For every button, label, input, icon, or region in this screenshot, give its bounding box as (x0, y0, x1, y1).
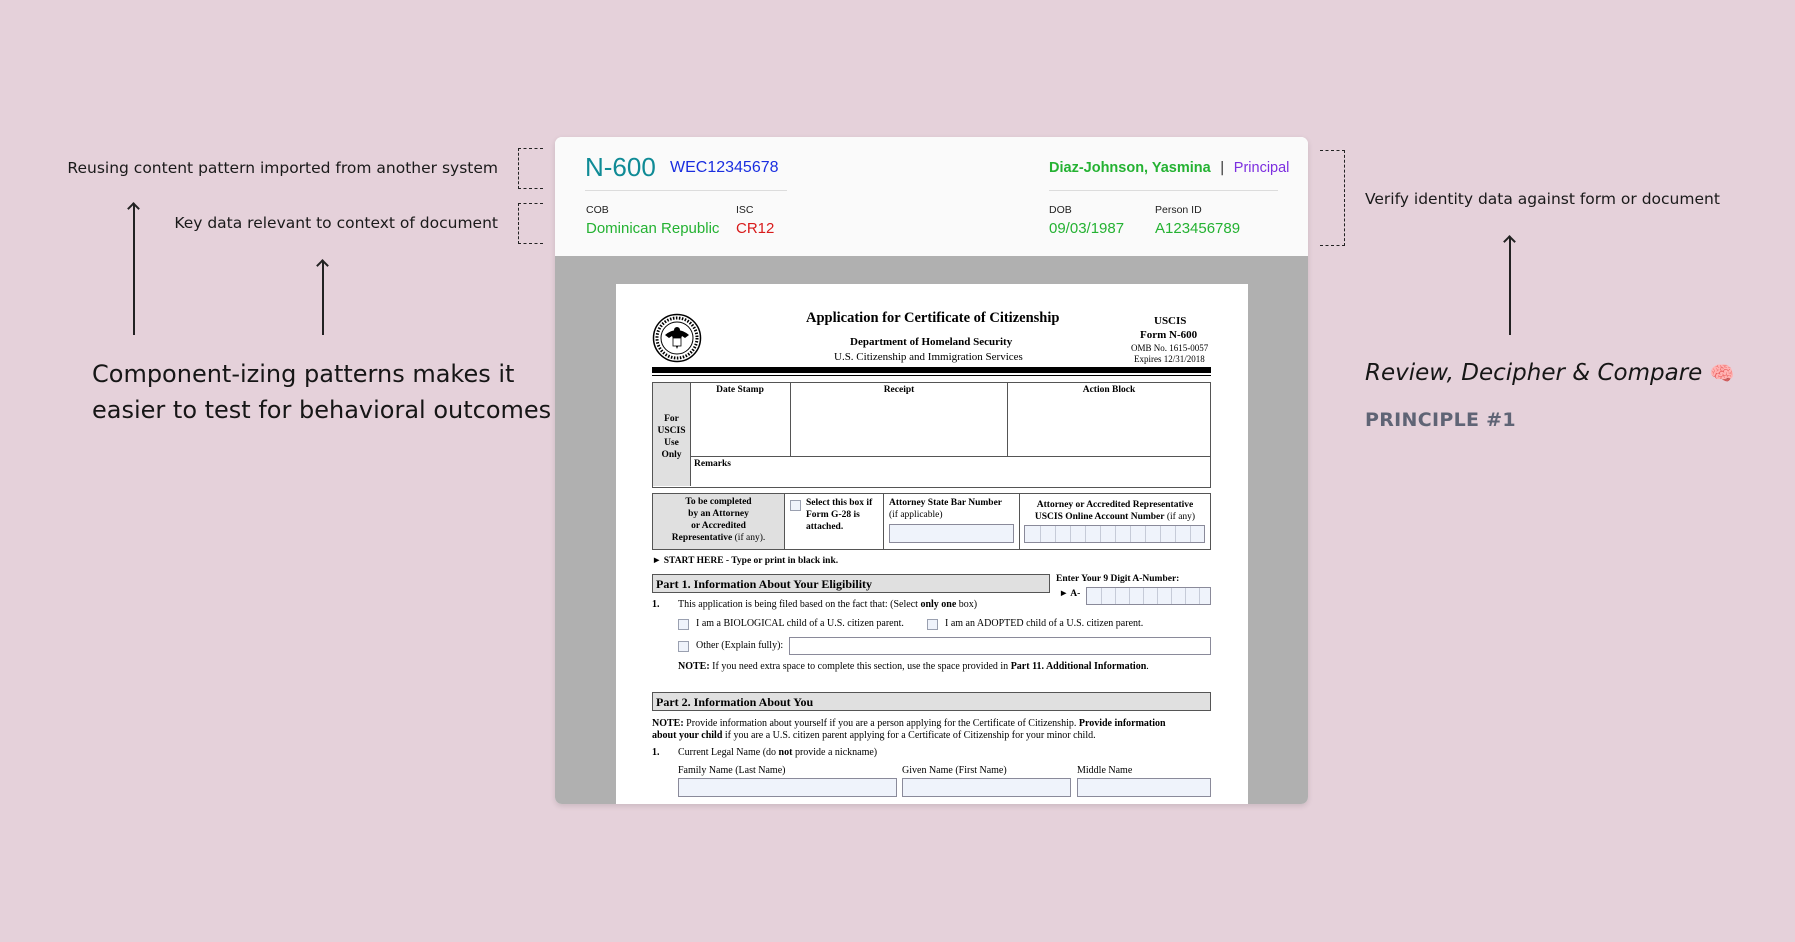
annotation-key-data: Key data relevant to context of document (174, 214, 498, 232)
bar-number-input[interactable] (889, 524, 1014, 543)
a-number-input[interactable] (1086, 587, 1211, 605)
adopted-label: I am an ADOPTED child of a U.S. citizen parent. (945, 618, 1144, 629)
header-divider-right (1049, 190, 1278, 191)
bracket-reusing-pattern (518, 148, 543, 189)
g28-label: attached. (806, 522, 844, 532)
other-explain-input[interactable] (789, 637, 1211, 655)
uscis-side-label: USCIS (657, 426, 686, 436)
g28-label: Select this box if (806, 498, 873, 508)
uscis-side-label: For (664, 414, 679, 424)
a-number-prefix: ► A- (1059, 589, 1081, 599)
document-title: Application for Certificate of Citizenship (806, 310, 1060, 326)
cob-label: COB (586, 204, 609, 216)
attorney-label: Representative (671, 533, 733, 543)
part2-q1-number: 1. (652, 747, 660, 758)
applicant-name[interactable]: Diaz-Johnson, Yasmina (1049, 160, 1211, 176)
online-account-label: (if any) (1164, 512, 1196, 522)
bar-number-sub: (if applicable) (889, 510, 943, 520)
given-name-label: Given Name (First Name) (902, 765, 1007, 776)
case-header (555, 137, 1308, 256)
dob-value: 09/03/1987 (1049, 220, 1125, 237)
brain-icon: 🧠 (1709, 361, 1735, 385)
dob-label: DOB (1049, 204, 1072, 216)
part1-note: NOTE: If you need extra space to complete this section, use the space provided in Part 11. Additional Information. (678, 661, 1149, 672)
biological-checkbox[interactable] (678, 619, 689, 630)
date-stamp-label: Date Stamp (716, 385, 764, 395)
online-account-input[interactable] (1024, 525, 1205, 543)
part1-q1-text: This application is being filed based on the fact that: (Select only one box) (678, 599, 978, 610)
applicant-role: Principal (1233, 160, 1290, 176)
applicant-line (1049, 157, 1289, 176)
attorney-side (653, 494, 785, 549)
attorney-label: To be completed (685, 497, 752, 507)
a-number-label: Enter Your 9 Digit A-Number: (1056, 574, 1180, 584)
review-title: Review, Decipher & Compare (1365, 360, 1703, 386)
g28-label: Form G-28 is (806, 510, 860, 520)
document-omb: OMB No. 1615-0057 (1131, 343, 1209, 353)
bracket-verify-identity (1320, 150, 1345, 246)
online-account-label: USCIS Online Account Number (1034, 512, 1165, 522)
componentizing-heading (92, 356, 551, 428)
person-id-label: Person ID (1155, 204, 1202, 216)
annotation-reusing-pattern: Reusing content pattern imported from another system (67, 159, 498, 177)
document-page (616, 284, 1248, 804)
uscis-use-table (652, 382, 1211, 488)
middle-name-input[interactable] (1077, 778, 1211, 797)
document-form-number: Form N-600 (1140, 329, 1198, 341)
part1-header: Part 1. Information About Your Eligibility (652, 574, 1050, 593)
middle-name-label: Middle Name (1077, 765, 1133, 776)
start-here: ► START HERE - Type or print in black ink. (652, 556, 839, 566)
review-heading (1365, 360, 1735, 386)
family-name-input[interactable] (678, 778, 897, 797)
document-dept: Department of Homeland Security (850, 336, 1013, 348)
componentizing-line-1: Component-izing patterns makes it (92, 360, 515, 388)
separator: | (1219, 160, 1225, 176)
case-card (555, 137, 1308, 804)
attorney-table (652, 493, 1211, 550)
title-thin-rule (652, 375, 1211, 376)
adopted-checkbox[interactable] (927, 619, 938, 630)
isc-label: ISC (736, 204, 754, 216)
arrow-up-icon (1509, 238, 1511, 335)
other-checkbox[interactable] (678, 641, 689, 652)
isc-value: CR12 (736, 220, 775, 237)
given-name-input[interactable] (902, 778, 1071, 797)
part2-q1-text: Current Legal Name (do not provide a nickname) (678, 747, 878, 758)
remarks-label: Remarks (694, 459, 731, 469)
arrow-up-icon (322, 262, 324, 335)
action-block-label: Action Block (1082, 385, 1136, 395)
uscis-side-label: Use (664, 438, 679, 448)
bar-number-label: Attorney State Bar Number (889, 498, 1003, 508)
receipt-number[interactable]: WEC12345678 (670, 159, 779, 176)
part2-note-line1: NOTE: Provide information about yourself if you are a person applying for the Certificate of Citizenship. Provide information (652, 718, 1166, 729)
other-label: Other (Explain fully): (696, 640, 784, 651)
part2-note-line2: about your child if you are a U.S. citizen parent applying for a Certificate of Citizenship for your minor child. (652, 730, 1096, 741)
title-thick-rule (652, 367, 1211, 373)
part1-q1-number: 1. (652, 599, 660, 610)
annotation-verify-identity: Verify identity data against form or document (1365, 190, 1720, 208)
online-account-label: Attorney or Accredited Representative (1036, 500, 1194, 510)
dhs-seal-icon (652, 313, 702, 363)
componentizing-line-2: easier to test for behavioral outcomes (92, 396, 552, 424)
person-id-value: A123456789 (1155, 220, 1241, 237)
header-divider-left (585, 190, 787, 191)
receipt-label: Receipt (883, 385, 915, 395)
uscis-side-label: Only (661, 450, 682, 460)
attorney-label: (if any). (732, 533, 766, 543)
arrow-up-icon (133, 205, 135, 335)
document-viewer[interactable] (555, 256, 1308, 804)
cob-value: Dominican Republic (586, 220, 720, 237)
g28-checkbox[interactable] (790, 500, 801, 511)
document-uscis: USCIS (1154, 315, 1187, 327)
document-expires: Expires 12/31/2018 (1134, 354, 1205, 364)
family-name-label: Family Name (Last Name) (678, 765, 786, 776)
document-agency: U.S. Citizenship and Immigration Services (834, 351, 1023, 363)
principle-label: PRINCIPLE #1 (1365, 409, 1516, 431)
biological-label: I am a BIOLOGICAL child of a U.S. citizen parent. (696, 618, 904, 629)
uscis-side-column (653, 383, 691, 486)
bracket-key-data (518, 203, 543, 244)
attorney-label: by an Attorney (688, 509, 749, 519)
form-number: N-600 (585, 152, 656, 182)
part2-header: Part 2. Information About You (652, 692, 1211, 711)
attorney-label: or Accredited (691, 521, 746, 531)
